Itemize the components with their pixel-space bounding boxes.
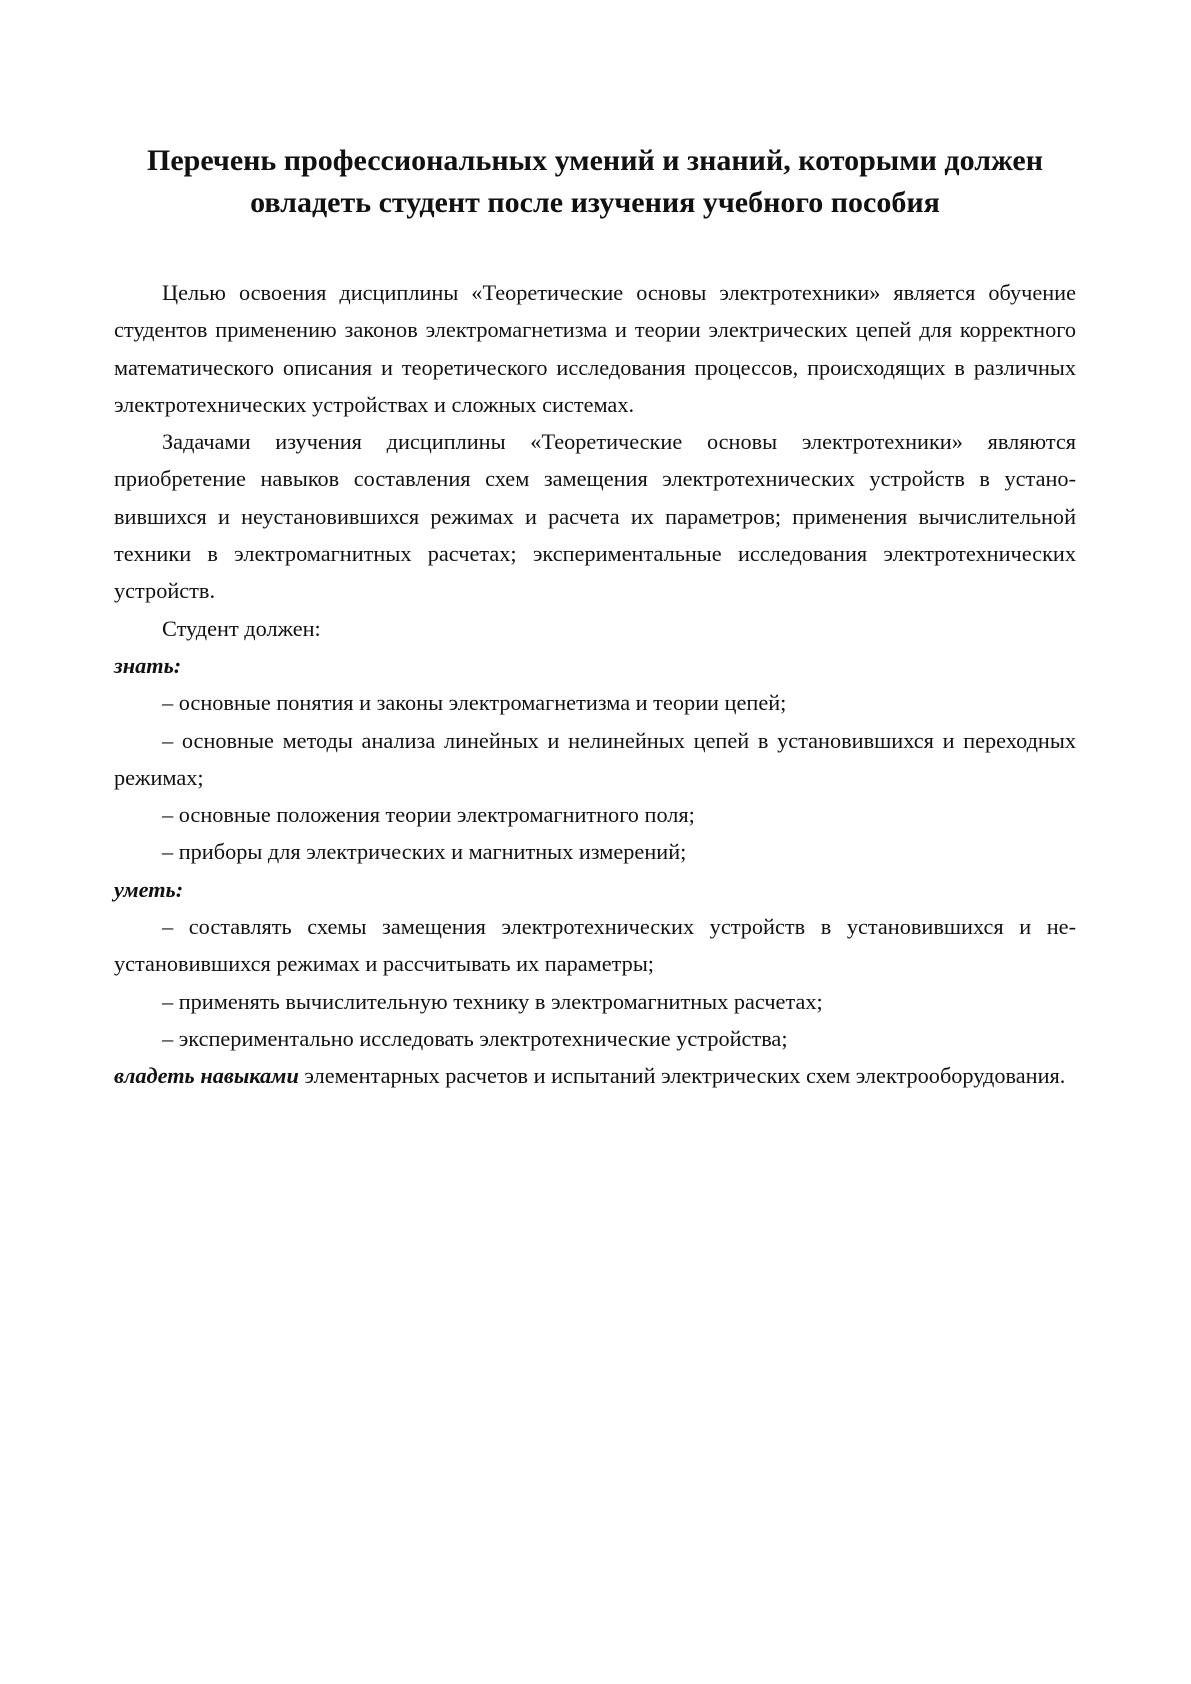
tasks-paragraph: Задачами изучения дисциплины «Теоретические основы электротехники» являются приобретение навыков составления схем замещения электротехнических устройств в установившихся и неустановившихся режимах и расчета их параметров; применения вычислительной техники в электромагнитных расчетах; экспериментальные исследования электротехнических устройств. bbox=[114, 429, 1076, 604]
document-page bbox=[114, 140, 1076, 1095]
able-item: – применять вычислительную технику в электромагнитных расчетах; bbox=[162, 988, 823, 1014]
know-item: – основные методы анализа линейных и нелинейных цепей в установившихся и переходных режимах; bbox=[114, 727, 1076, 790]
able-label: уметь: bbox=[114, 876, 184, 902]
know-item: – основные понятия и законы электромагнетизма и теории цепей; bbox=[162, 690, 787, 716]
skills-label: владеть навыками bbox=[114, 1063, 299, 1089]
title-line-2: овладеть студент после изучения учебного пособия bbox=[250, 186, 940, 219]
able-item: – составлять схемы замещения электротехнических устройств в установившихся и неустановившихся режимах и рассчитывать их параметры; bbox=[114, 914, 1076, 977]
know-item: – основные положения теории электромагнитного поля; bbox=[162, 802, 695, 828]
skills-text: элементарных расчетов и испытаний электрических схем электрооборудования. bbox=[298, 1063, 1066, 1089]
document-body bbox=[114, 274, 1076, 1095]
title-line-1: Перечень профессиональных умений и знаний, которыми должен bbox=[147, 144, 1043, 177]
know-item: – приборы для электрических и магнитных измерений; bbox=[162, 839, 687, 865]
student-must-paragraph: Студент должен: bbox=[162, 615, 321, 641]
skills-paragraph bbox=[114, 1057, 1076, 1094]
know-label: знать: bbox=[114, 652, 182, 678]
page-title bbox=[114, 140, 1076, 224]
goal-paragraph: Целью освоения дисциплины «Теоретические основы электротехники» является обучение студентов применению законов электромагнетизма и теории электрических цепей для корректного математического описания и теоретического исследования процессов, происходящих в различных электротехнических устройствах и сложных системах. bbox=[114, 280, 1076, 417]
able-item: – экспериментально исследовать электротехнические устройства; bbox=[162, 1025, 788, 1051]
